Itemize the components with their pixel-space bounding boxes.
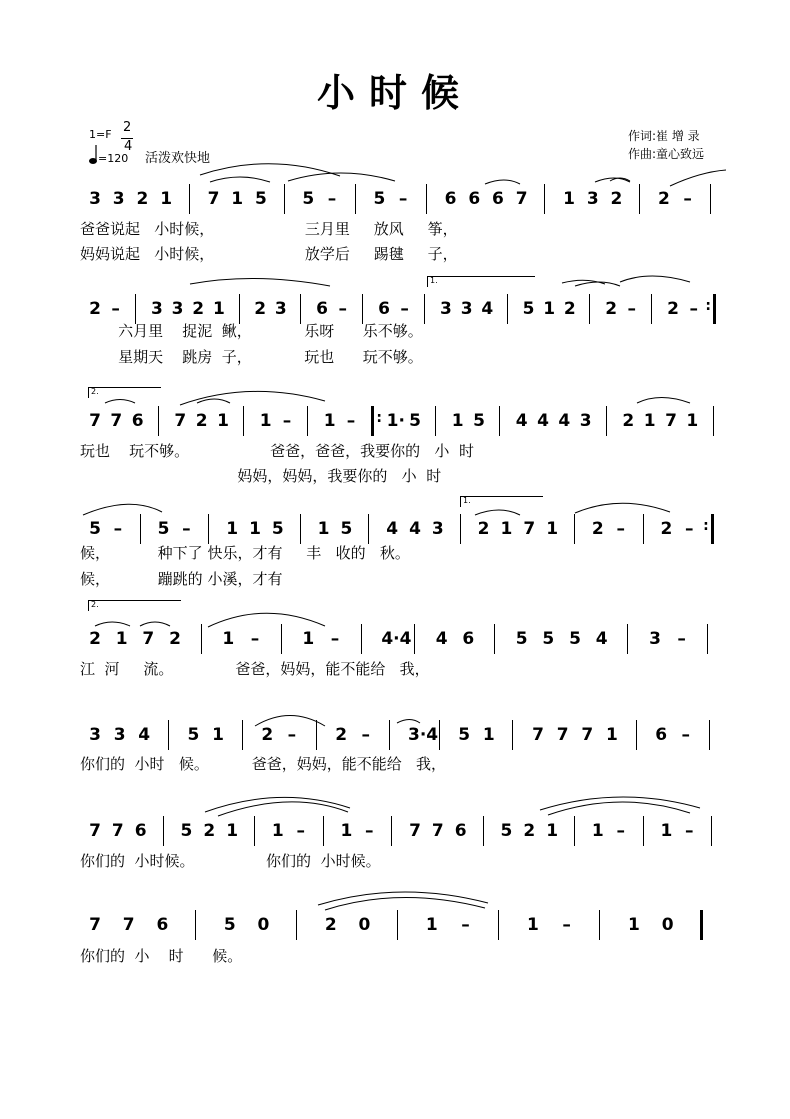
barline: [296, 910, 297, 940]
note: 1: [212, 725, 224, 745]
note: 5: [187, 725, 200, 745]
note: 3: [89, 189, 101, 209]
note: –: [400, 299, 409, 319]
lyricist-credit: 作词:崔 增 录: [628, 129, 700, 143]
barline: [711, 514, 714, 544]
barline: [254, 816, 255, 846]
barline: [163, 816, 164, 846]
note: 7: [89, 821, 101, 841]
note: 3: [586, 189, 599, 209]
note: 1: [160, 189, 173, 209]
note: –: [338, 299, 347, 319]
note: 5: [89, 519, 101, 539]
barline: [414, 624, 415, 654]
note: 0: [257, 915, 270, 935]
note: 3: [113, 725, 126, 745]
note: 2: [261, 725, 274, 745]
song-title: 小时候: [316, 71, 473, 115]
note: 1: [425, 915, 438, 935]
barline: [307, 406, 308, 436]
note: 1: [660, 821, 673, 841]
note: 6: [468, 189, 481, 209]
note: –: [627, 299, 637, 319]
barline: [512, 720, 513, 750]
note: 2: [563, 299, 576, 319]
barline: [483, 816, 484, 846]
barline: [355, 184, 356, 214]
note: 4: [386, 519, 399, 539]
note: 1: [563, 189, 575, 209]
note: 0: [358, 915, 371, 935]
note: 5: [373, 189, 386, 209]
note: 2: [169, 629, 181, 649]
note: –: [461, 915, 470, 935]
barline: [498, 910, 499, 940]
note: 1: [591, 821, 604, 841]
note: 5: [473, 411, 485, 431]
barline: [643, 816, 644, 846]
note: 5: [271, 519, 284, 539]
note: 2: [523, 821, 536, 841]
barline: [300, 514, 301, 544]
note: 7: [409, 821, 421, 841]
barline: [201, 624, 202, 654]
note: 5: [569, 629, 581, 649]
barline: [243, 406, 244, 436]
barline: [168, 720, 169, 750]
note: 2: [192, 299, 205, 319]
note: 2: [136, 189, 149, 209]
note: 6: [316, 299, 329, 319]
lyrics-verse-1: 六月里 捉泥 鳅， 乐呀 乐不够。: [80, 322, 423, 340]
note: 7: [111, 821, 124, 841]
note: 2: [622, 411, 635, 431]
note: 2: [203, 821, 216, 841]
note: 1: [482, 725, 495, 745]
note: 1: [686, 411, 699, 431]
note: –: [327, 189, 337, 209]
note: 7: [515, 189, 528, 209]
note: –: [182, 519, 191, 539]
note: –: [250, 629, 260, 649]
barline: [460, 514, 461, 544]
note: 5: [542, 629, 555, 649]
barline: [424, 294, 425, 324]
note: 2: [657, 189, 670, 209]
note: 3: [460, 299, 473, 319]
lyrics-verse-2: 妈妈，妈妈，我要你的 小 时: [80, 467, 442, 485]
note: 7: [431, 821, 444, 841]
barline: [707, 624, 708, 654]
note: 1: [226, 519, 239, 539]
lyrics-verse-1: 你们的 小时 候。 爸爸，妈妈，能不能给 我，: [80, 755, 447, 773]
note: 6: [131, 411, 144, 431]
note: 1: [606, 725, 618, 745]
note: 6: [655, 725, 668, 745]
time-signature-top: 2: [123, 120, 132, 135]
note: 2: [254, 299, 267, 319]
note: 2: [610, 189, 623, 209]
barline: [713, 294, 716, 324]
note: 6: [462, 629, 475, 649]
barline: [389, 720, 390, 750]
note: 3: [440, 299, 452, 319]
note: 6: [444, 189, 457, 209]
note: 4·4: [381, 629, 412, 649]
lyrics-verse-1: 你们的 小时候。 你们的 小时候。: [80, 852, 381, 870]
note: –: [398, 189, 408, 209]
barline: [709, 720, 710, 750]
note: 3: [112, 189, 125, 209]
lyrics-verse-2: 妈妈说起 小时候， 放学后 踢毽 子，: [80, 245, 458, 263]
barline: [711, 816, 712, 846]
barline: [651, 294, 652, 324]
note: 7: [89, 411, 101, 431]
barline: [439, 720, 440, 750]
note: 1: [302, 629, 315, 649]
note: 2: [324, 915, 337, 935]
note: –: [677, 629, 686, 649]
note: 1: [628, 915, 640, 935]
note: 1: [500, 519, 513, 539]
note: 7: [110, 411, 123, 431]
barline: [368, 514, 369, 544]
repeat-sign: :: [703, 518, 709, 534]
note: 4: [481, 299, 494, 319]
note: 1·: [386, 411, 405, 431]
barline: [627, 624, 628, 654]
barline: [710, 184, 711, 214]
barline: [589, 294, 590, 324]
note: –: [346, 411, 356, 431]
barline: [195, 910, 196, 940]
note: 1: [643, 411, 656, 431]
note: 5: [409, 411, 421, 431]
note: 3: [89, 725, 101, 745]
composer-credit: 作曲:童心致远: [628, 147, 705, 161]
time-signature-bottom: 4: [124, 139, 133, 154]
barline: [189, 184, 190, 214]
note: 6: [134, 821, 147, 841]
note: 5: [223, 915, 236, 935]
lyrics-verse-1: 爸爸说起 小时候， 三月里 放风 筝，: [80, 220, 458, 238]
barline: [507, 294, 508, 324]
barline: [636, 720, 637, 750]
barline: [713, 406, 714, 436]
barline: [544, 184, 545, 214]
lyrics-verse-1: 江 河 流。 爸爸，妈妈，能不能给 我，: [80, 660, 430, 678]
barline: [208, 514, 209, 544]
note: 1: [271, 821, 284, 841]
note: 5: [515, 629, 528, 649]
volta-bracket: 2.: [88, 600, 181, 611]
note: 7: [581, 725, 594, 745]
barline: [700, 910, 703, 940]
barline: [323, 816, 324, 846]
repeat-sign: :: [705, 298, 711, 314]
note: 1: [115, 629, 128, 649]
note: 1: [212, 299, 225, 319]
key-signature: 1=F: [89, 128, 112, 141]
barline: [391, 816, 392, 846]
note: 7: [532, 725, 544, 745]
note: 7: [523, 519, 536, 539]
note: 6: [454, 821, 467, 841]
note: 4: [537, 411, 549, 431]
barline: [435, 406, 436, 436]
note: –: [361, 725, 371, 745]
note: 4: [409, 519, 421, 539]
lyrics-verse-2: 候， 蹦跳的 小溪，才有: [80, 570, 283, 588]
note: 7: [89, 915, 101, 935]
barline: [599, 910, 600, 940]
repeat-sign: :: [376, 410, 382, 426]
note: 1: [222, 629, 235, 649]
note: 7: [207, 189, 220, 209]
barline: [494, 624, 495, 654]
note: 2: [591, 519, 604, 539]
note: 1: [249, 519, 261, 539]
note: 1: [546, 519, 559, 539]
note: –: [282, 411, 292, 431]
note: –: [683, 189, 692, 209]
note: 5: [500, 821, 513, 841]
note: 3: [431, 519, 444, 539]
note: 4: [138, 725, 151, 745]
note: 1: [217, 411, 229, 431]
note: 3: [274, 299, 287, 319]
barline: [284, 184, 285, 214]
expression-mark: 活泼欢快地: [145, 151, 211, 166]
barline: [397, 910, 398, 940]
barline: [158, 406, 159, 436]
note: –: [685, 519, 694, 539]
note: 1: [543, 299, 556, 319]
barline: [361, 624, 362, 654]
barline: [574, 514, 575, 544]
note: 1: [451, 411, 464, 431]
barline: [606, 406, 607, 436]
note: 7: [122, 915, 135, 935]
note: 2: [89, 299, 101, 319]
note: 1: [526, 915, 539, 935]
note: 0: [661, 915, 674, 935]
barline: [499, 406, 500, 436]
note: –: [689, 299, 698, 319]
note: 5: [302, 189, 315, 209]
note: 6: [156, 915, 169, 935]
lyrics-verse-1: 你们的 小 时 候。: [80, 947, 243, 965]
note: 4: [558, 411, 571, 431]
lyrics-verse-1: 玩也 玩不够。 爸爸，爸爸，我要你的 小 时: [80, 442, 474, 460]
note: 4: [595, 629, 608, 649]
lyrics-verse-2: 星期天 跳房 子， 玩也 玩不够。: [80, 348, 423, 366]
note: 1: [226, 821, 239, 841]
note: –: [330, 629, 340, 649]
barline: [316, 720, 317, 750]
note: 1: [340, 821, 353, 841]
note: –: [685, 821, 694, 841]
note: 6: [492, 189, 504, 209]
note: 1: [546, 821, 559, 841]
note: 1: [323, 411, 336, 431]
note: 1: [231, 189, 244, 209]
note: 1: [259, 411, 272, 431]
barline: [643, 514, 644, 544]
barline: [140, 514, 141, 544]
note: –: [365, 821, 374, 841]
note: 2: [477, 519, 490, 539]
note: 5: [157, 519, 170, 539]
note: 3·4: [408, 725, 439, 745]
note: 5: [340, 519, 353, 539]
note: 5: [180, 821, 193, 841]
note: 3: [171, 299, 184, 319]
note: 4: [435, 629, 448, 649]
volta-bracket: 1.: [427, 276, 535, 287]
note: 2: [89, 629, 101, 649]
note: –: [562, 915, 571, 935]
note: 7: [174, 411, 187, 431]
note: 5: [522, 299, 535, 319]
barline: [426, 184, 427, 214]
barline: [281, 624, 282, 654]
barline: [371, 406, 374, 436]
note: 3: [151, 299, 163, 319]
note: 1: [317, 519, 330, 539]
volta-bracket: 1.: [460, 496, 543, 507]
note: 2: [605, 299, 618, 319]
note: –: [296, 821, 305, 841]
note: 5: [458, 725, 471, 745]
note: 6: [378, 299, 390, 319]
note: 2: [195, 411, 208, 431]
note: 5: [255, 189, 267, 209]
note: 7: [556, 725, 569, 745]
note: 7: [665, 411, 677, 431]
tempo-value: =120: [98, 152, 129, 165]
barline: [639, 184, 640, 214]
barline: [574, 816, 575, 846]
note: 3: [649, 629, 661, 649]
note: –: [111, 299, 120, 319]
note: 7: [142, 629, 155, 649]
note: –: [287, 725, 297, 745]
barline: [242, 720, 243, 750]
note: 4: [515, 411, 528, 431]
note: 2: [660, 519, 673, 539]
note: –: [681, 725, 691, 745]
note: 3: [579, 411, 592, 431]
note: –: [113, 519, 123, 539]
note: 2: [335, 725, 348, 745]
note: –: [616, 821, 625, 841]
note: –: [616, 519, 625, 539]
lyrics-verse-1: 候， 种下了 快乐，才有 丰 收的 秋。: [80, 544, 410, 562]
note: 2: [667, 299, 679, 319]
volta-bracket: 2.: [88, 387, 161, 398]
